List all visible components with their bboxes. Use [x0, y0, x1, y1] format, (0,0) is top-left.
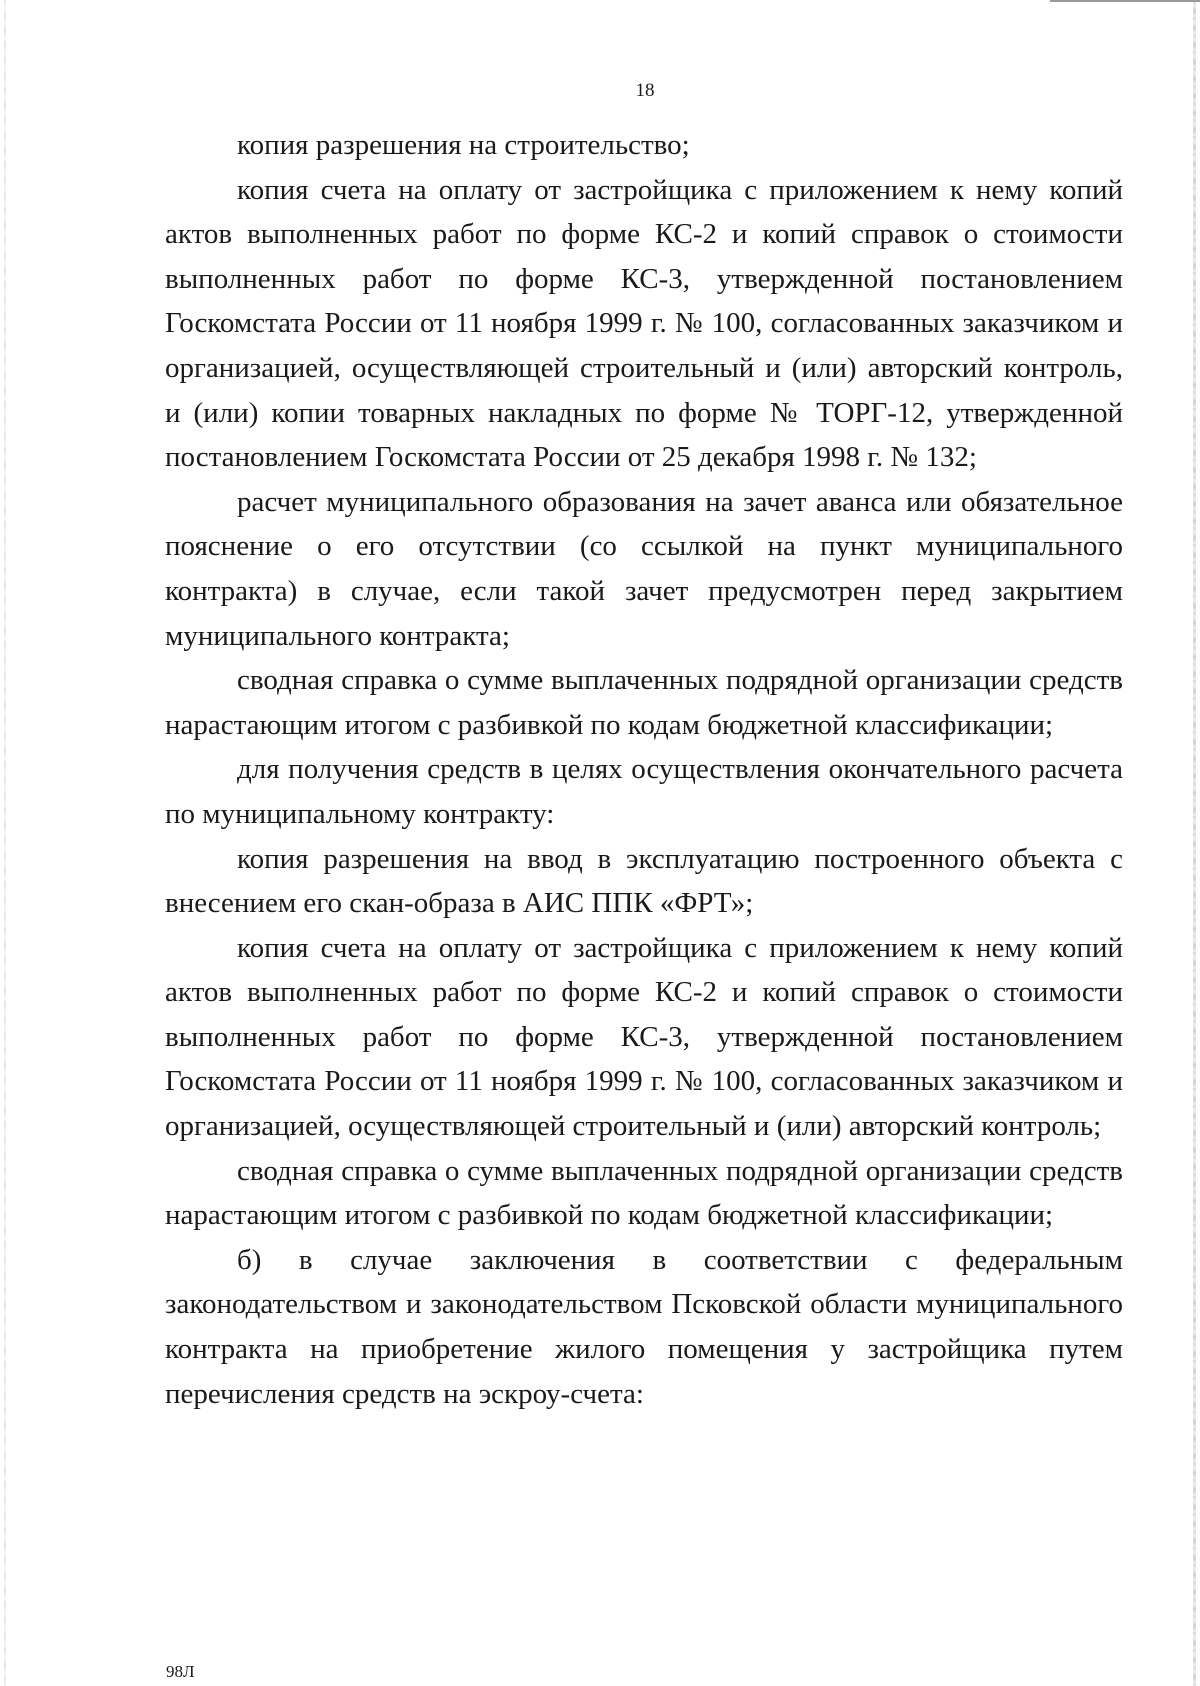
paragraph-permit-copy: копия разрешения на строительство; [237, 129, 690, 161]
paragraph-summary-statement: сводная справка о сумме выплаченных подрядной организации средств нарастающим итогом с разбивкой по кодам бюджетной классификации; [165, 664, 1123, 741]
paragraph-advance-calculation: расчет муниципального образования на зачет аванса или обязательное пояснение о его отсутствии (со ссылкой на пункт муниципального контракта) в случае, если такой зачет предусмотрен перед закрытием муниципального контракта; [165, 485, 1123, 652]
page-number: 18 [635, 80, 655, 101]
paragraph-commissioning-permit: копия разрешения на ввод в эксплуатацию построенного объекта с внесением его скан-образа в АИС ППК «ФРТ»; [165, 842, 1123, 920]
paragraph-final-settlement: для получения средств в целях осуществления окончательного расчета по муниципальному контракту: [165, 753, 1123, 830]
scan-edge-top [1050, 0, 1200, 2]
footer-code: 98Л [166, 1662, 195, 1681]
paragraph-escrow-case: б) в случае заключения в соответствии с федеральным законодательством и законодательством Псковской области муниципального контракта на приобретение жилого помещения у застройщика путем перечисления средств на эскроу-счета: [165, 1243, 1123, 1410]
scan-edge-left [4, 0, 6, 1686]
paragraph-invoice-copy-final: копия счета на оплату от застройщика с приложением к нему копий актов выполненных работ по форме КС-2 и копий справок о стоимости выполненных работ по форме КС-3, утвержденной постановлением Госкомстата России от 11 ноября 1999 г. № 100, согласованных заказчиком и организацией, осуществляющей строительный и (или) авторский контроль; [165, 931, 1123, 1143]
scan-edge-right [1193, 0, 1196, 1686]
document-body [165, 123, 1123, 1416]
paragraph-invoice-copy: копия счета на оплату от застройщика с приложением к нему копий актов выполненных работ по форме КС-2 и копий справок о стоимости выполненных работ по форме КС-3, утвержденной постановлением Госкомстата России от 11 ноября 1999 г. № 100, согласованных заказчиком и организацией, осуществляющей строительный и (или) авторский контроль, и (или) копии товарных накладных по форме № ТОРГ-12, утвержденной постановлением Госкомстата России от 25 декабря 1998 г. № 132; [165, 173, 1123, 474]
paragraph-summary-statement-final: сводная справка о сумме выплаченных подрядной организации средств нарастающим итогом с разбивкой по кодам бюджетной классификации; [165, 1154, 1123, 1232]
